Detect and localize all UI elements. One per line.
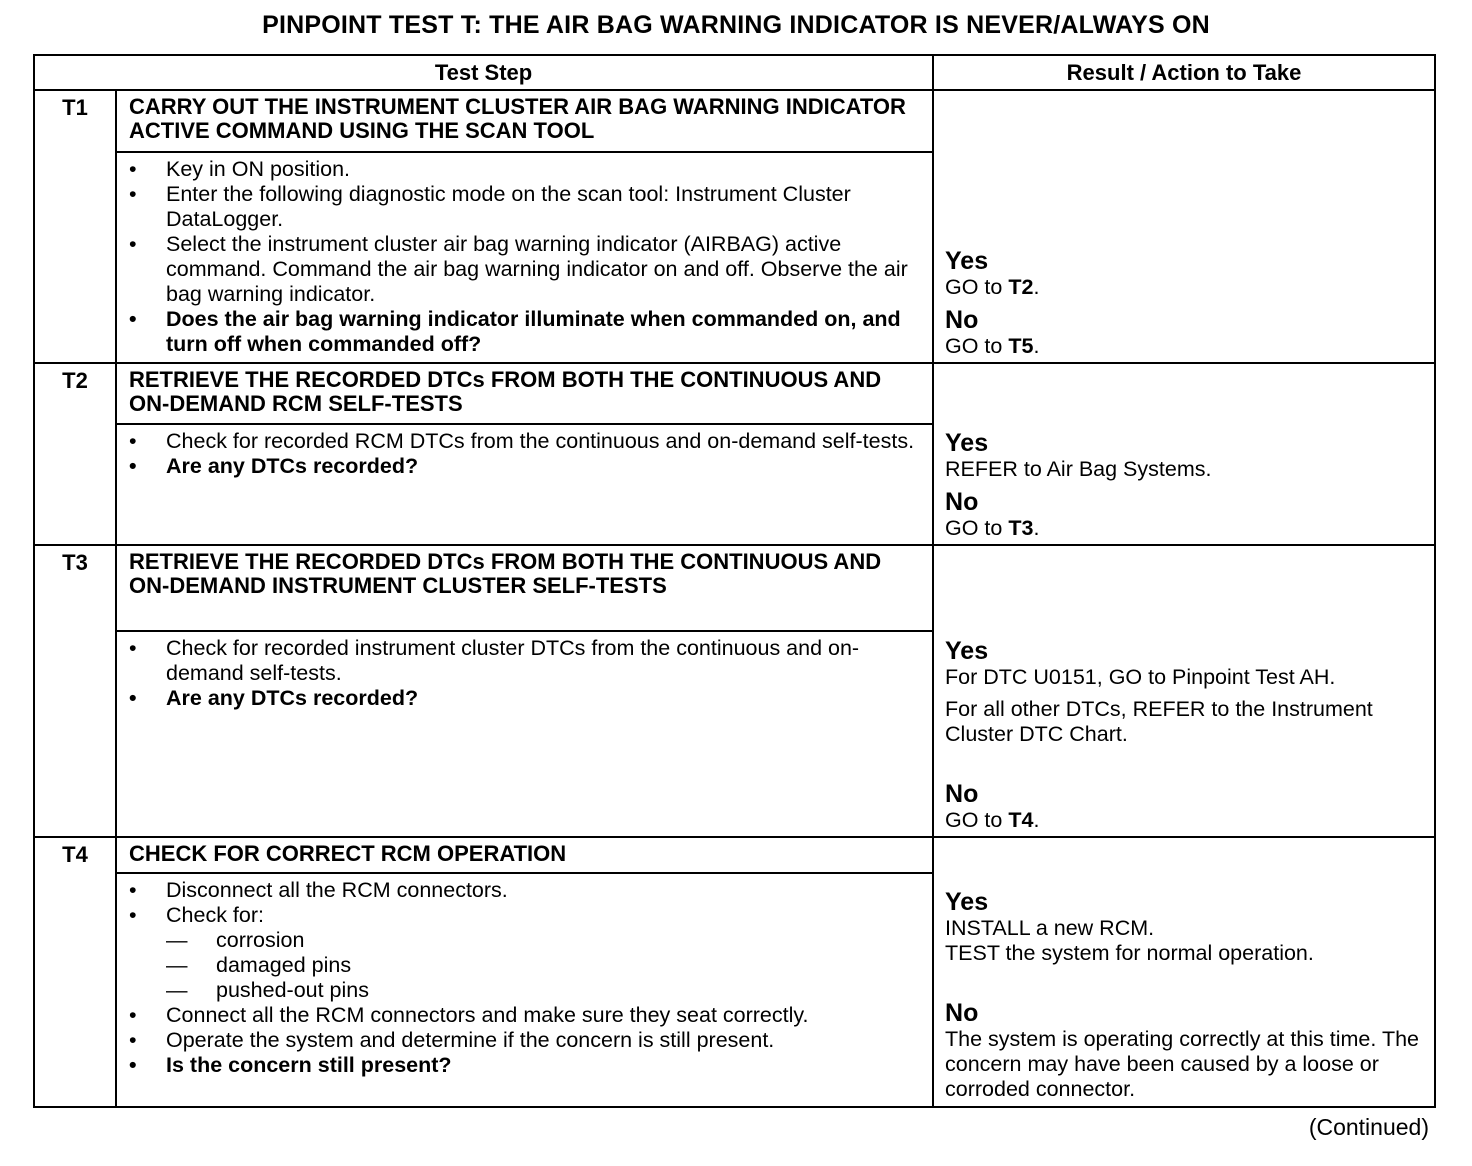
yes-label: Yes [945, 637, 989, 665]
step-title-row [34, 90, 1435, 152]
step-id: T1 [34, 90, 116, 363]
step-question: • Is the concern still present? [129, 1053, 922, 1078]
no-label: No [945, 999, 979, 1027]
step-bullet: • Connect all the RCM connectors and make sure they seat correctly. [129, 1003, 922, 1028]
step-link: T2 [1008, 275, 1034, 299]
step-bullet: • Select the instrument cluster air bag warning indicator (AIRBAG) active command. Command the air bag warning indicator on and off. Observe the air bag warning indicator. [129, 232, 922, 307]
step-bullet: • Check for recorded instrument cluster DTCs from the continuous and on-demand self-tests. [129, 636, 922, 686]
step-title: CHECK FOR CORRECT RCM OPERATION [116, 837, 933, 873]
yes-action-2: TEST the system for normal operation. [945, 941, 1314, 965]
step-body [116, 424, 933, 545]
step-id: T4 [34, 837, 116, 1107]
step-body [116, 631, 933, 837]
sub-item: — damaged pins [166, 953, 922, 978]
sub-item: — pushed-out pins [166, 978, 922, 1003]
step-question: • Are any DTCs recorded? [129, 686, 922, 711]
no-label: No [945, 780, 979, 808]
yes-action: INSTALL a new RCM. [945, 916, 1155, 940]
step-link: T3 [1008, 516, 1034, 540]
continued-label: (Continued) [1308, 1114, 1429, 1140]
step-link: T5 [1008, 334, 1034, 358]
step-bullet: • Enter the following diagnostic mode on the scan tool: Instrument Cluster DataLogger. [129, 182, 922, 232]
yes-label: Yes [945, 247, 989, 275]
step-title-row [34, 545, 1435, 631]
step-bullet: • Check for recorded RCM DTCs from the continuous and on-demand self-tests. [129, 429, 922, 454]
step-body [116, 873, 933, 1107]
yes-action-2: For all other DTCs, REFER to the Instrument Cluster DTC Chart. [945, 697, 1373, 746]
test-step-header: Test Step [34, 55, 933, 90]
yes-action: GO to T2. [945, 275, 1040, 299]
result-header: Result / Action to Take [933, 55, 1435, 90]
step-question: • Are any DTCs recorded? [129, 454, 922, 479]
yes-label: Yes [945, 429, 989, 457]
no-action: GO to T4. [945, 808, 1040, 832]
header-row [34, 55, 1435, 90]
pinpoint-test-table [33, 54, 1436, 1108]
step-result [933, 837, 1435, 1107]
no-action: GO to T5. [945, 334, 1040, 358]
sub-item: — corrosion [166, 928, 922, 953]
step-result [933, 90, 1435, 363]
step-bullet: • Key in ON position. [129, 157, 922, 182]
step-title: RETRIEVE THE RECORDED DTCs FROM BOTH THE CONTINUOUS AND ON-DEMAND INSTRUMENT CLUSTER SELF-TESTS [116, 545, 933, 631]
step-title: CARRY OUT THE INSTRUMENT CLUSTER AIR BAG WARNING INDICATOR ACTIVE COMMAND USING THE SCAN TOOL [116, 90, 933, 152]
no-action: The system is operating correctly at this time. The concern may have been caused by a loose or corroded connector. [945, 1027, 1419, 1101]
step-title-row [34, 363, 1435, 424]
step-bullet: • Disconnect all the RCM connectors. [129, 878, 922, 903]
step-id: T2 [34, 363, 116, 545]
step-title: RETRIEVE THE RECORDED DTCs FROM BOTH THE CONTINUOUS AND ON-DEMAND RCM SELF-TESTS [116, 363, 933, 424]
yes-action: For DTC U0151, GO to Pinpoint Test AH. [945, 665, 1336, 689]
step-body [116, 152, 933, 363]
step-bullet: • Operate the system and determine if the concern is still present. [129, 1028, 922, 1053]
yes-action: REFER to Air Bag Systems. [945, 457, 1212, 481]
step-title-row [34, 837, 1435, 873]
step-result [933, 545, 1435, 837]
no-label: No [945, 306, 979, 334]
page-title: PINPOINT TEST T: THE AIR BAG WARNING INDICATOR IS NEVER/ALWAYS ON [262, 11, 1210, 39]
step-bullet: • Check for: — corrosion — damaged pins — pushed-out pins [129, 903, 922, 1003]
yes-label: Yes [945, 888, 989, 916]
step-result [933, 363, 1435, 545]
no-action: GO to T3. [945, 516, 1040, 540]
step-link: T4 [1008, 808, 1034, 832]
step-id: T3 [34, 545, 116, 837]
step-question: • Does the air bag warning indicator illuminate when commanded on, and turn off when commanded off? [129, 307, 922, 357]
no-label: No [945, 488, 979, 516]
